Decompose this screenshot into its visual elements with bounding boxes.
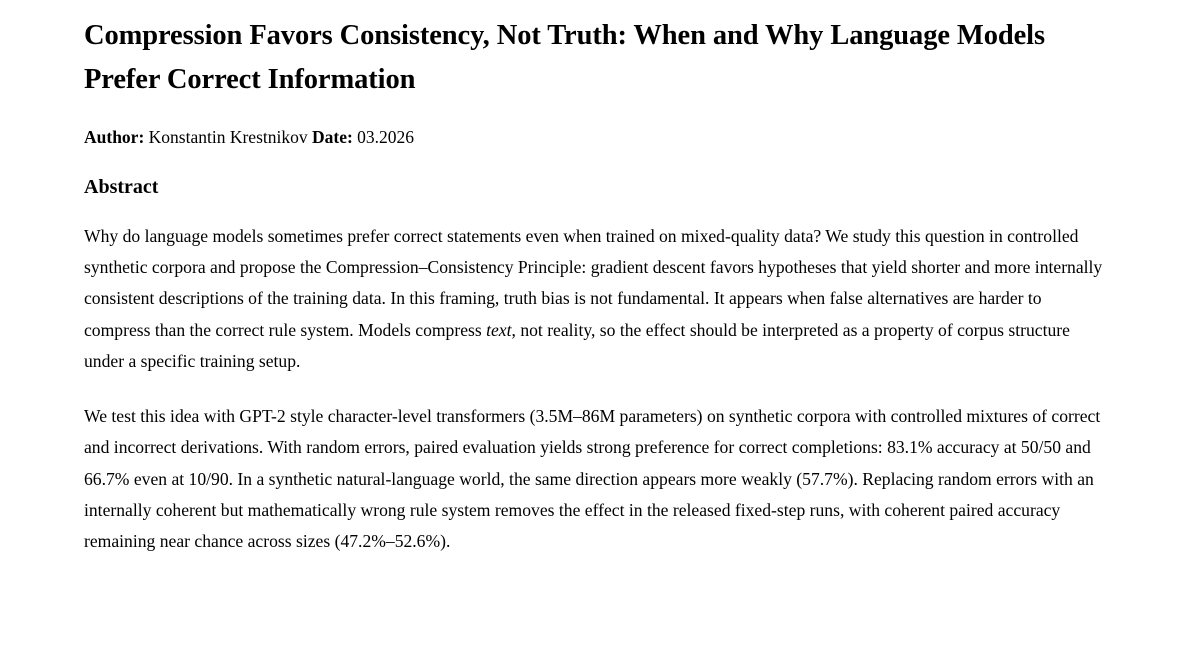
date-value: 03.2026	[357, 127, 415, 148]
byline	[84, 124, 1112, 150]
abstract-p1-text-b: , not reality, so the effect should be interpreted as a property of corpus structure under a specific training setup.	[84, 319, 1070, 371]
abstract-p1-emphasis: text	[486, 319, 512, 340]
date-label: Date:	[311, 127, 353, 148]
abstract-paragraph-1	[84, 221, 1112, 378]
abstract-paragraph-2: We test this idea with GPT-2 style character-level transformers (3.5M–86M parameters) on synthetic corpora with controlled mixtures of correct and incorrect derivations. With random errors, paired evaluation yields strong preference for correct completions: 83.1% accuracy at 50/50 and 66.7% even at 10/90. In a synthetic natural-language world, the same direction appears more weakly (57.7%). Replacing random errors with an internally coherent but mathematically wrong rule system removes the effect in the released fixed-step runs, with coherent paired accuracy remaining near chance across sizes (47.2%–52.6%).	[84, 406, 1101, 552]
page-title: Compression Favors Consistency, Not Truth: When and Why Language Models Prefer Correct Information	[84, 20, 1045, 96]
author-name: Konstantin Krestnikov	[148, 127, 308, 148]
abstract-heading: Abstract	[84, 175, 159, 198]
author-label: Author:	[84, 127, 145, 148]
abstract-p1-text-a: Why do language models sometimes prefer correct statements even when trained on mixed-quality data? We study this question in controlled synthetic corpora and propose the Compression–Consistency Principle: gradient descent favors hypotheses that yield shorter and more internally consistent descriptions of the training data. In this framing, truth bias is not fundamental. It appears when false alternatives are harder to compress than the correct rule system. Models compress	[84, 225, 1103, 340]
